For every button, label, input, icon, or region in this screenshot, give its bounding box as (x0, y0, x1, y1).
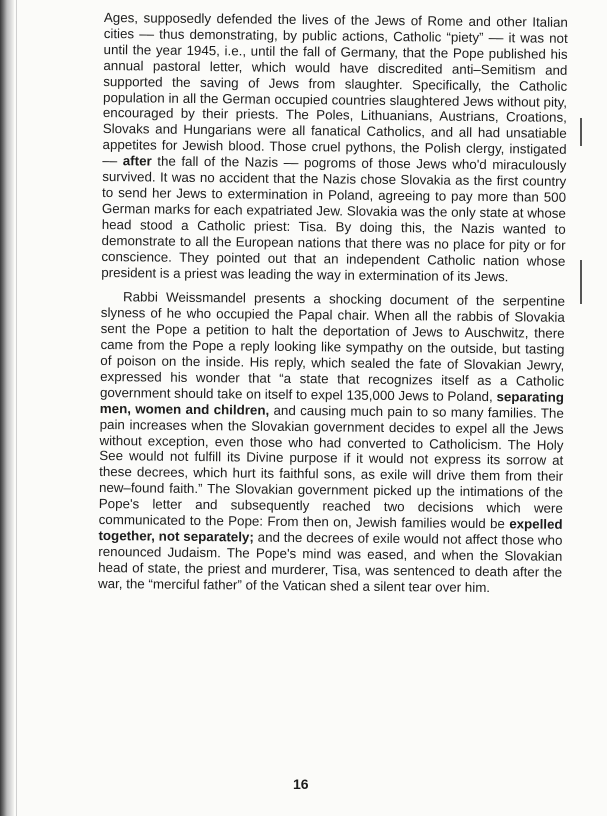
margin-mark (580, 118, 582, 146)
text-run: the fall of the Nazis –– pogroms of those Jews who'd miraculously survived. It was no accident that the Nazis chose Slovakia as the first country to send her Jews to extermination in Poland, agreeing to pay more than 500 German marks for each expatriated Jew. Slovakia was the only state at whose head stood a Catholic priest: Tisa. By doing this, the Nazis wanted to demonstrate to all the European nations that there was no place for pity or for conscience. They pointed out that an independent Catholic nation whose president is a priest was leading the way in extermination of its Jews. (101, 153, 567, 284)
binding-edge-line (16, 0, 17, 816)
text-run: and causing much pain to so many families. The pain increases when the Slovakian government decides to expel all the Jews without exception, even those who had converted to Catholicism. The Holy See would not fulfill its Divine purpose if it would not express its sorrow at these decrees, which hurt its faithful sons, as exile will drive them from their new–found faith.” The Slovakian government picked up the intimations of the Pope's letter and subsequently reached two decisions which were communicated to the Pope: From then on, Jewish families would be (98, 402, 564, 532)
emphasized-text: after (122, 153, 152, 169)
margin-mark (580, 260, 582, 304)
page-number: 16 (293, 776, 309, 792)
text-run: and the decrees of exile would not affect those who renounced Judaism. The Pope's mind was eased, and when the Slovakian head of state, the priest and murderer, Tisa, was sentenced to death after the war, the “merciful father” of the Vatican shed a silent tear over him. (97, 529, 563, 595)
emphasized-text: separating men, women and children, (99, 388, 565, 418)
paragraph-1 (101, 10, 568, 285)
text-run: Rabbi Weissmandel presents a shocking document of the serpentine slyness of he who occupied the Papal chair. When all the rabbis of Slovakia sent the Pope a petition to halt the deportation of Jews to Auschwitz, there came from the Pope a reply looking like sympathy on the outside, but tasting of poison on the inside. His reply, which sealed the fate of Slovakian Jewry, expressed his wonder that “a state that recognizes itself as a Catholic government should take on itself to expel 135,000 Jews to Poland, (99, 289, 566, 404)
paragraph-2 (98, 289, 565, 596)
body-text (98, 10, 568, 596)
text-run: Ages, supposedly defended the lives of the Jews of Rome and other Italian cities –– thus demonstrating, by public actions, Catholic “piety” –– it was not until the year 1945, i.e., until the fall of Germany, that the Pope published his annual pastoral letter, which would have discredited anti–Semitism and supported the saving of Jews from slaughter. Specifically, the Catholic population in all the German occupied countries slaughtered Jews without pity, encouraged by their priests. The Poles, Lithuanians, Austrians, Croations, Slovaks and Hungarians were all fanatical Catholics, and all had unsatiable appetites for Jewish blood. Those cruel pythons, the Polish clergy, instigated –– (102, 10, 568, 169)
binding-edge-shadow (0, 0, 14, 816)
emphasized-text: expelled together, not separately; (98, 516, 563, 545)
